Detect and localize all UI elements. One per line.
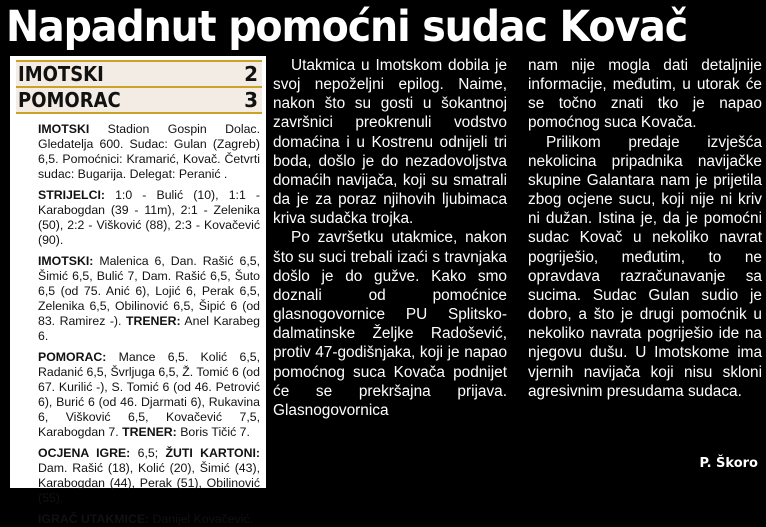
motm-label: IGRAČ UTAKMICE: bbox=[38, 512, 150, 526]
article-paragraph: Utakmica u Imotskom dobila je svoj nepoželjni epilog. Naime, nakon što su gosti u šokantnoj završnici preokrenuli vodstvo domaćina i u Kostrenu odnijeli tri boda, došlo je do nezadovoljstva domaćih navijača, koji su smatrali da je za poraz njihovih ljubimaca kriva sudačka trojka. bbox=[273, 57, 507, 228]
imotski-coach-label: TRENER: bbox=[125, 314, 181, 328]
article-paragraph: nam nije mogla dati detaljnije informacije, međutim, u utorak će se točno znati tko je napao pomoćnog suca Kovača. bbox=[528, 57, 762, 132]
rating-text: 6,5; bbox=[137, 446, 159, 460]
scorers-label: STRIJELCI: bbox=[38, 188, 105, 202]
article-paragraph: Prilikom predaje izvješća nekolicina pripadnika navijačke skupine Galantara nam je prijetila zbog ocjene sucu, koji nije ni kriv ni dužan. Istina je, da je pomoćni sudac Kovač u nekoliko navrat pogriješio, međutim, to ne opravdava razračunavanje sa sucima. Sudac Gulan sudio je dobro, a što je drugi pomoćnik u nekoliko navrata pogriješio ide na njegovu dušu. U Imotskome ima vjernih navijača koji nisu skloni agresivnim presudama sudaca. bbox=[528, 133, 762, 400]
match-details bbox=[18, 122, 260, 527]
pomorac-text: Mance 6,5. Kolić 6,5, Radanić 6,5, Švrljuga 6,5, Ž. Tomić 6 (od 67. Kurilić -), S. Tomić 6 (od 46. Petrović 6), Burić 6 (od 46. Djarmati 6), Rukavina 6, Višković 6,5, Kovačević 7,5, Karabogdan 7. bbox=[38, 350, 260, 439]
pomorac-lineup bbox=[18, 350, 260, 440]
pomorac-coach: Boris Tičić 7. bbox=[180, 425, 250, 439]
headline: Napadnut pomoćni sudac Kovač bbox=[6, 2, 688, 52]
cards-text: Dam. Rašić (18), Kolić (20), Šimić (43), Karabogdan (44), Perak (51), Obilinović (55). bbox=[38, 461, 260, 505]
rating-label: OCJENA IGRE: bbox=[38, 446, 131, 460]
imotski-text: Malenica 6, Dan. Rašić 6,5, Šimić 6,5, Bulić 7, Dam. Rašić 6,5, Šuto 6,5 (od 75. Anić 6), Lojić 6, Perak 6,5, Zelenika 6,5, Obilinović 6,5, Šipić 6 (od 83. Ramirez -). bbox=[38, 254, 260, 328]
article-column-1 bbox=[273, 56, 507, 420]
imotski-lineup bbox=[18, 254, 260, 344]
imotski-label: IMOTSKI: bbox=[38, 254, 94, 268]
cards-label: ŽUTI KARTONI: bbox=[165, 446, 260, 460]
venue-line bbox=[18, 122, 260, 182]
score-divider-bottom bbox=[16, 112, 262, 114]
home-score-row bbox=[16, 62, 262, 86]
away-team: POMORAC bbox=[18, 88, 121, 112]
away-score-row bbox=[16, 88, 262, 112]
venue-text: Stadion Gospin Dolac. Gledatelja 600. Sudac: Gulan (Zagreb) 6,5. Pomoćnici: Kramarić, Kovač. Četvrti sudac: Bugarija. Delegat: Peranić . bbox=[38, 122, 260, 181]
article-column-2 bbox=[528, 56, 762, 401]
pomorac-label: POMORAC: bbox=[38, 350, 107, 364]
scorers-text: 1:0 - Bulić (10), 1:1 - Karabogdan (39 - 11m), 2:1 - Zelenika (50), 2:2 - Višković (88), 2:3 - Kovačević (90). bbox=[38, 188, 260, 247]
scorers-line bbox=[18, 188, 260, 248]
pomorac-coach-label: TRENER: bbox=[122, 425, 177, 439]
match-info-box bbox=[10, 56, 266, 526]
rating-cards-line bbox=[18, 446, 260, 506]
venue-label: IMOTSKI bbox=[38, 122, 90, 136]
motm-line bbox=[18, 512, 260, 527]
away-goals: 3 bbox=[244, 88, 258, 112]
home-team: IMOTSKI bbox=[18, 62, 104, 86]
article-paragraph: Po završetku utakmice, nakon što su suci trebali izaći s travnjaka došlo je do gužve. Kako smo doznali od pomoćnice glasnogovornice PU Splitsko-dalmatinske Željke Radošević, protiv 47-godišnjaka, koji je napao pomoćnog suca Kovača podnijet će se prekršajna prijava. Glasnogovornica bbox=[273, 229, 507, 419]
motm-text: Danijel Kovačević. bbox=[152, 512, 254, 526]
author-signature: P. Škoro bbox=[699, 456, 758, 471]
imotski-coach: Anel Karabeg 6. bbox=[38, 314, 260, 343]
home-goals: 2 bbox=[244, 62, 258, 86]
